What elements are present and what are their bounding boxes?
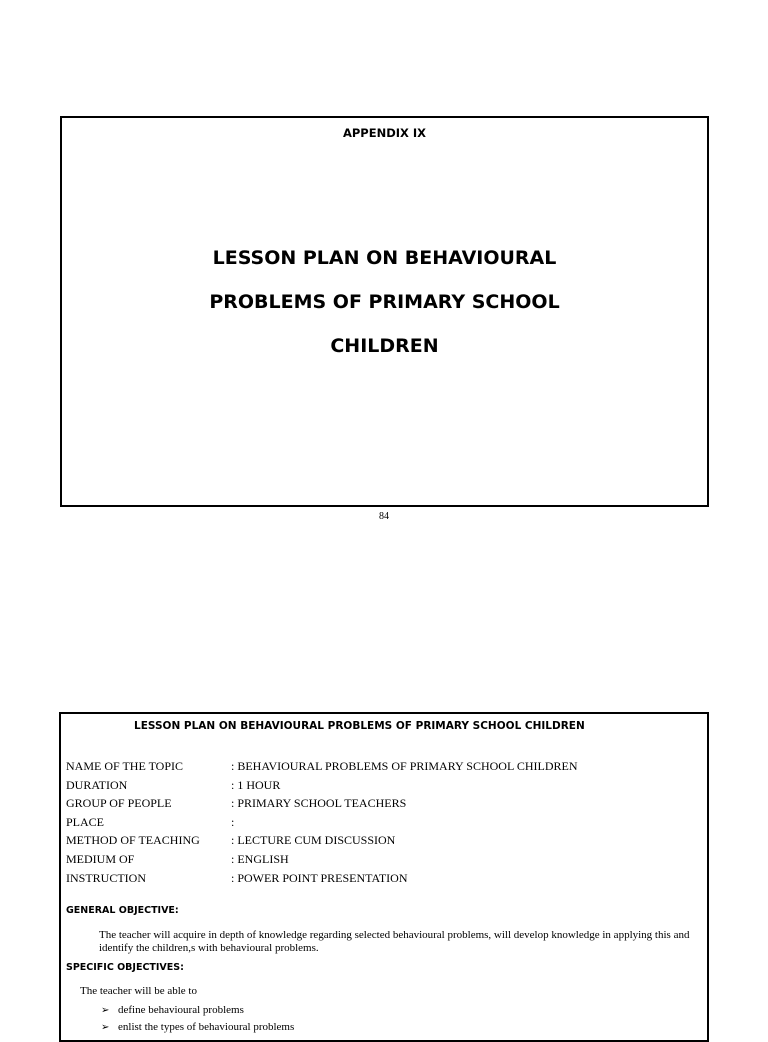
objective-list-item bbox=[101, 1004, 244, 1016]
detail-value: : bbox=[231, 814, 235, 829]
page-number: 84 bbox=[379, 511, 389, 522]
detail-value: : PRIMARY SCHOOL TEACHERS bbox=[231, 796, 407, 811]
general-objective-text: The teacher will acquire in depth of knowledge regarding selected behavioural problems, will develop knowledge in applying this and identify the children,s with behavioural problems. bbox=[99, 929, 690, 954]
lesson-plan-frame bbox=[59, 712, 709, 1042]
objective-text: enlist the types of behavioural problems bbox=[118, 1021, 295, 1033]
objective-text: define behavioural problems bbox=[118, 1004, 244, 1016]
detail-value: : POWER POINT PRESENTATION bbox=[231, 870, 408, 885]
cover-title-line: CHILDREN bbox=[330, 335, 439, 357]
cover-title-line: LESSON PLAN ON BEHAVIOURAL bbox=[212, 247, 557, 269]
specific-objectives-intro: The teacher will be able to bbox=[80, 985, 197, 997]
objective-list-item bbox=[101, 1021, 294, 1033]
lesson-plan-title: LESSON PLAN ON BEHAVIOURAL PROBLEMS OF PRIMARY SCHOOL CHILDREN bbox=[134, 720, 585, 732]
detail-label: DURATION bbox=[66, 777, 128, 792]
specific-objectives-heading: SPECIFIC OBJECTIVES: bbox=[66, 962, 184, 973]
cover-page-frame bbox=[60, 116, 709, 507]
arrow-bullet-icon: ➢ bbox=[101, 1022, 110, 1033]
detail-label: METHOD OF TEACHING bbox=[66, 833, 200, 848]
detail-label: NAME OF THE TOPIC bbox=[66, 759, 184, 773]
detail-value: : ENGLISH bbox=[231, 851, 289, 866]
detail-label: PLACE bbox=[66, 814, 105, 829]
detail-label: INSTRUCTION bbox=[66, 870, 146, 885]
appendix-label: APPENDIX IX bbox=[342, 126, 427, 140]
arrow-bullet-icon: ➢ bbox=[101, 1005, 110, 1016]
detail-value: : 1 HOUR bbox=[231, 777, 281, 792]
general-objective-heading: GENERAL OBJECTIVE: bbox=[66, 905, 179, 916]
cover-title bbox=[62, 236, 707, 368]
detail-value: : LECTURE CUM DISCUSSION bbox=[231, 833, 396, 848]
detail-value: : BEHAVIOURAL PROBLEMS OF PRIMARY SCHOOL CHILDREN bbox=[231, 759, 578, 773]
detail-label: GROUP OF PEOPLE bbox=[66, 796, 172, 811]
cover-title-line: PROBLEMS OF PRIMARY SCHOOL bbox=[209, 291, 560, 313]
detail-label: MEDIUM OF bbox=[66, 851, 135, 866]
